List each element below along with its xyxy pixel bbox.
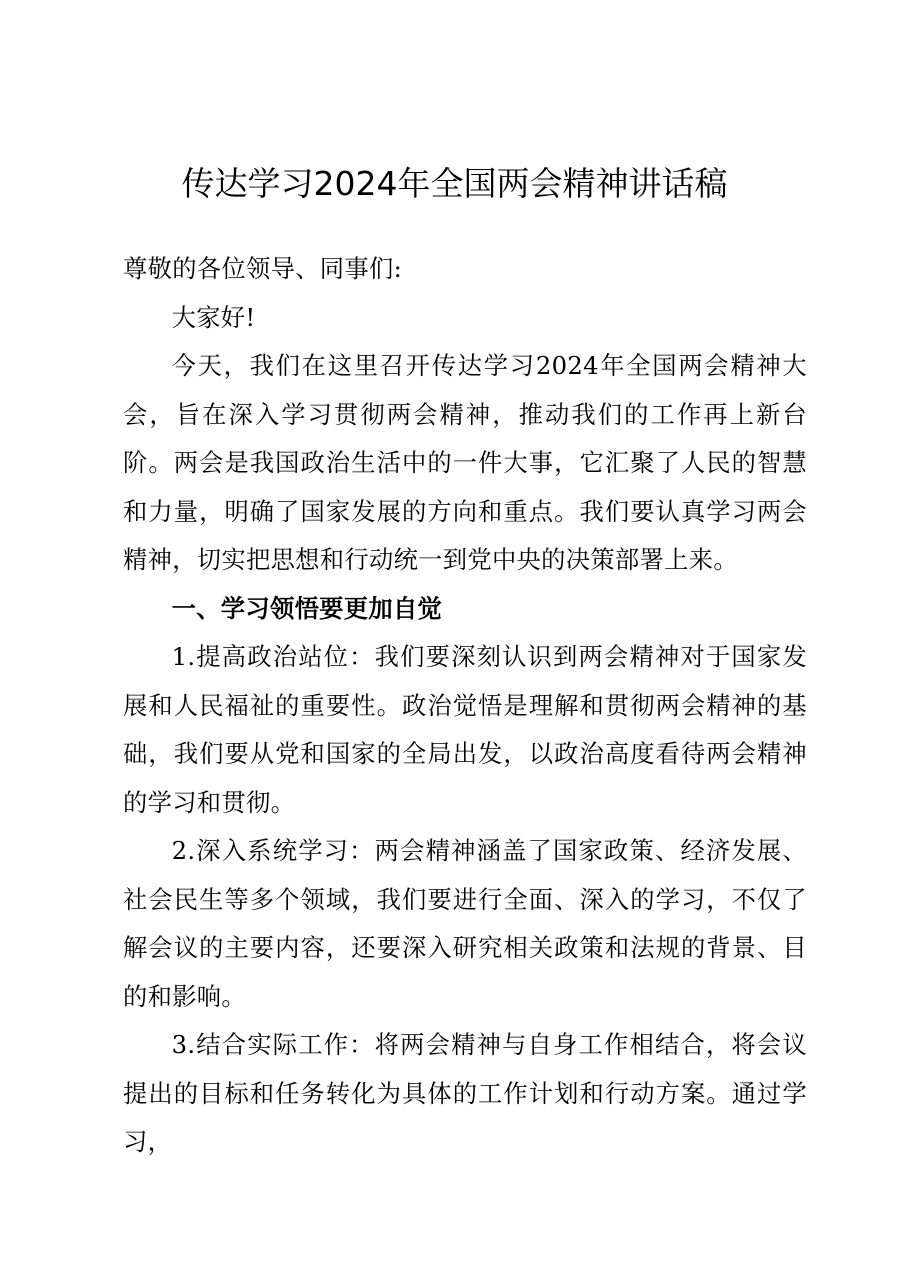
greeting: 大家好! — [171, 302, 256, 332]
list-item-2: 2.深入系统学习：两会精神涵盖了国家政策、经济发展、社会民生等多个领域，我们要进行全面、深入的学习，不仅了解会议的主要内容，还要深入研究相关政策和法规的背景、目的和影响。 — [123, 836, 807, 1011]
document-title: 传达学习2024年全国两会精神讲话稿 — [181, 164, 728, 203]
intro-paragraph: 今天，我们在这里召开传达学习2024年全国两会精神大会，旨在深入学习贯彻两会精神，推动我们的工作再上新台阶。两会是我国政治生活中的一件大事，它汇聚了人民的智慧和力量，明确了国家发展的方向和重点。我们要认真学习两会精神，切实把思想和行动统一到党中央的决策部署上来。 — [123, 351, 807, 574]
document-body — [123, 245, 807, 1167]
list-item-3: 3.结合实际工作：将两会精神与自身工作相结合，将会议提出的目标和任务转化为具体的工作计划和行动方案。通过学习， — [123, 1030, 807, 1156]
salutation: 尊敬的各位领导、同事们: — [123, 254, 403, 283]
list-item-1: 1.提高政治站位：我们要深刻认识到两会精神对于国家发展和人民福祉的重要性。政治觉悟是理解和贯彻两会精神的基础，我们要从党和国家的全局出发，以政治高度看待两会精神的学习和贯彻。 — [123, 642, 807, 817]
section-heading-1: 一、学习领悟要更加自觉 — [171, 593, 443, 623]
